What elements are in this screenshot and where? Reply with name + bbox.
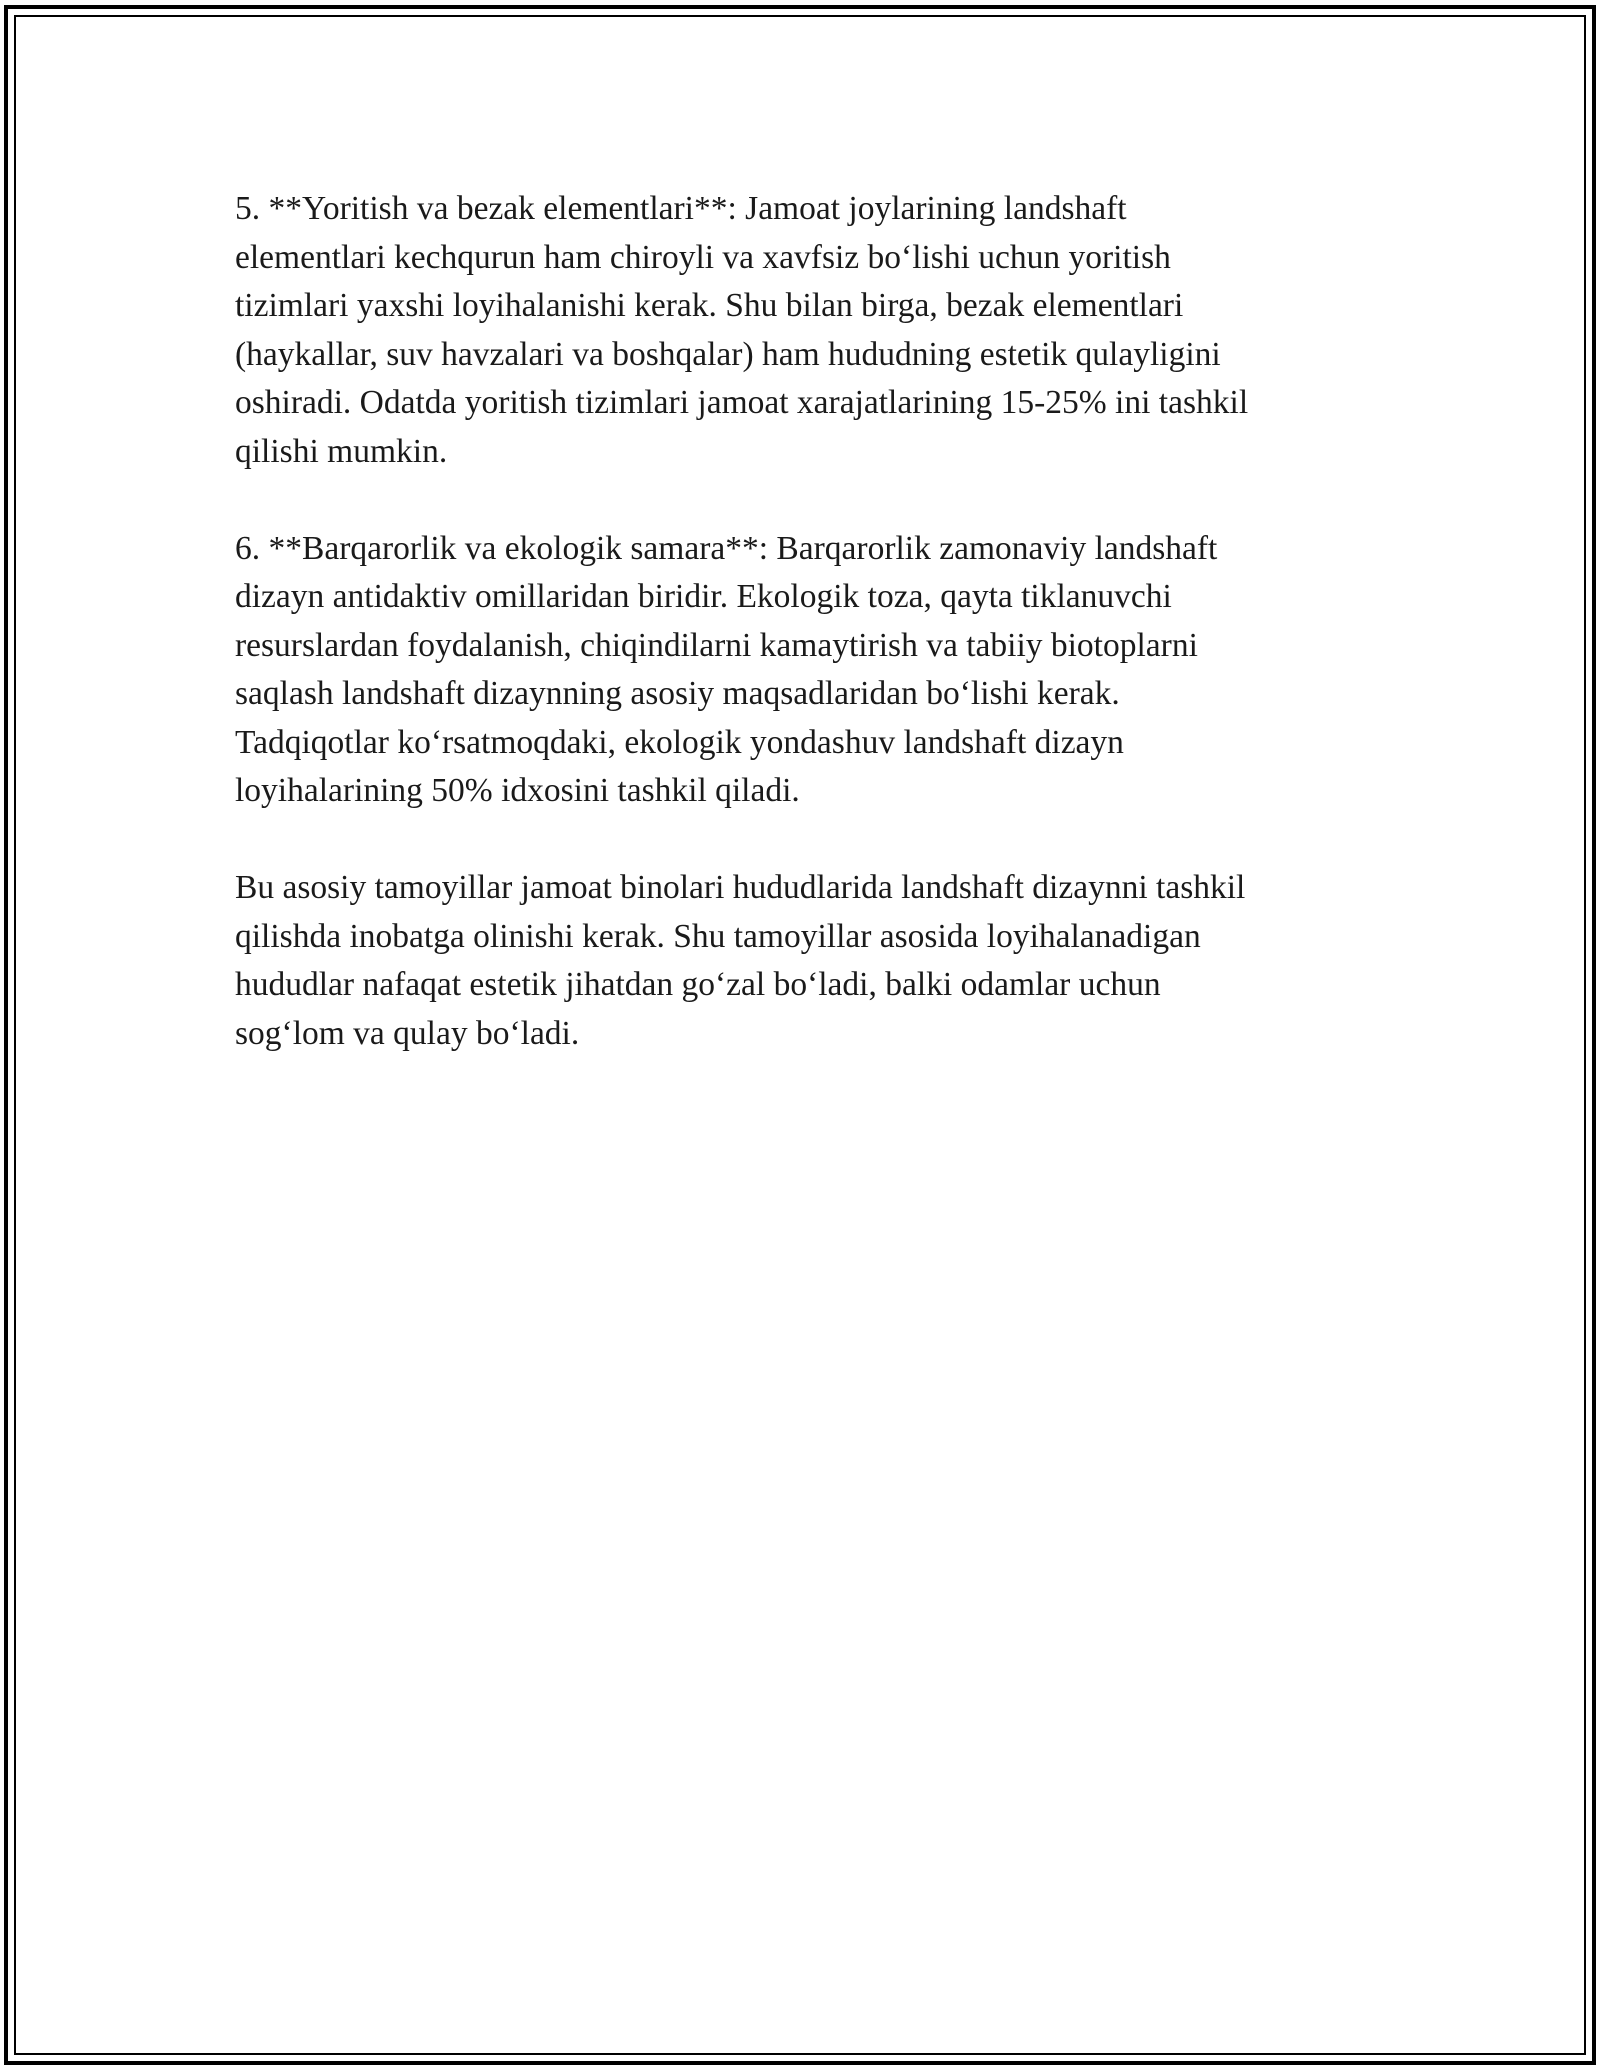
text-line: (haykallar, suv havzalari va boshqalar) ham hududning estetik qulayligini (235, 335, 1221, 373)
text-line: oshiradi. Odatda yoritish tizimlari jamoat xarajatlarining 15-25% ini tashkil (235, 384, 1249, 421)
paragraph-conclusion (235, 864, 1355, 1058)
text-line: sog‘lom va qulay bo‘ladi. (235, 1014, 580, 1052)
text-line: hududlar nafaqat estetik jihatdan go‘zal bo‘ladi, balki odamlar uchun (235, 966, 1161, 1003)
text-line: saqlash landshaft dizaynning asosiy maqsadlaridan bo‘lishi kerak. (235, 675, 1120, 712)
text-line: Tadqiqotlar ko‘rsatmoqdaki, ekologik yondashuv landshaft dizayn (235, 723, 1124, 761)
text-line: tizimlari yaxshi loyihalanishi kerak. Shu bilan birga, bezak elementlari (235, 287, 1184, 324)
text-line: dizayn antidaktiv omillaridan biridir. Ekologik toza, qayta tiklanuvchi (235, 578, 1172, 615)
text-line: loyihalarining 50% idxosini tashkil qiladi. (235, 772, 800, 809)
paragraph-lighting-decor (235, 185, 1355, 476)
text-line: 6. **Barqarorlik va ekologik samara**: Barqarorlik zamonaviy landshaft (235, 529, 1218, 567)
text-line: 5. **Yoritish va bezak elementlari**: Jamoat joylarining landshaft (235, 190, 1127, 227)
paragraph-sustainability (235, 525, 1355, 816)
text-line: elementlari kechqurun ham chiroyli va xavfsiz bo‘lishi uchun yoritish (235, 238, 1171, 276)
text-line: qilishi mumkin. (235, 432, 448, 470)
text-line: Bu asosiy tamoyillar jamoat binolari hududlarida landshaft dizaynni tashkil (235, 869, 1246, 906)
document-body (235, 185, 1355, 1107)
text-line: qilishda inobatga olinishi kerak. Shu tamoyillar asosida loyihalanadigan (235, 917, 1201, 955)
text-line: resurslardan foydalanish, chiqindilarni kamaytirish va tabiiy biotoplarni (235, 626, 1198, 664)
